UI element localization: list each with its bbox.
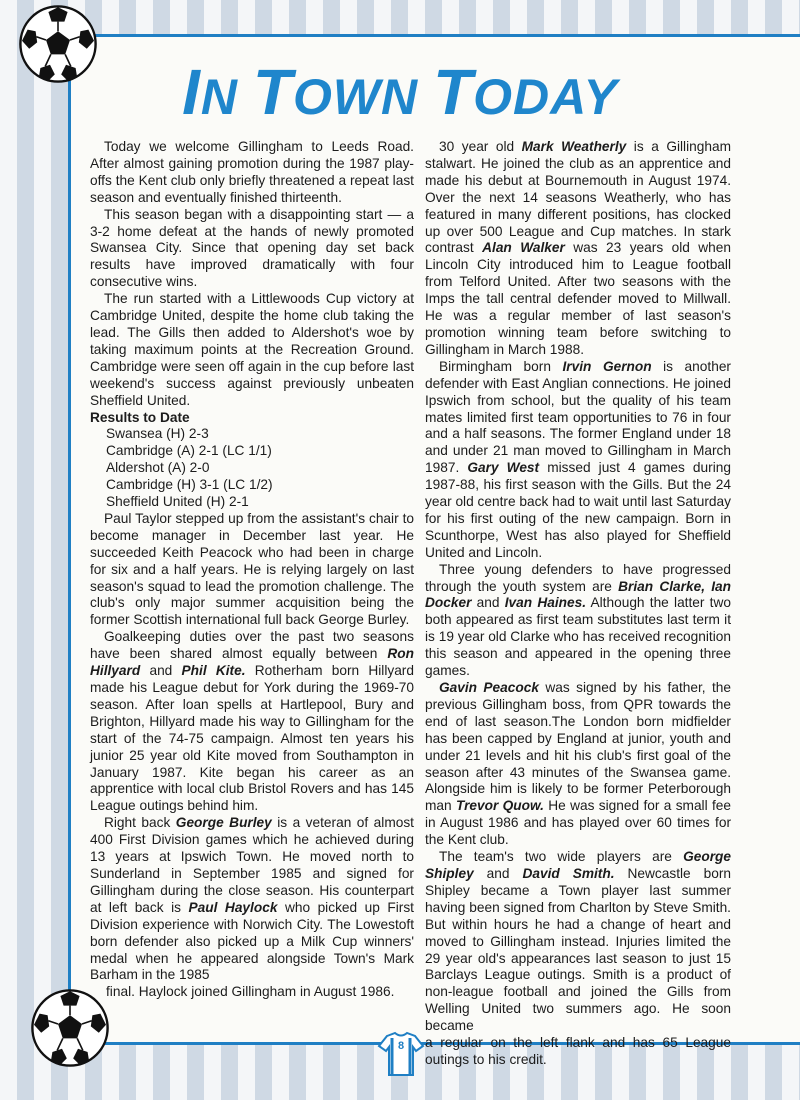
player-name: Gavin Peacock: [439, 680, 539, 695]
paragraph: The run started with a Littlewoods Cup victory at Cambridge United, despite the home club taking the lead. The Gills then added to Aldershot's woe by taking maximum points at the Recreation Ground. Cambridge were seen off again in the cup before last weekend's success against previously unbeaten Sheffield United.: [90, 291, 414, 408]
result-item: Swansea (H) 2-3: [106, 426, 209, 442]
player-name: Gary West: [467, 460, 540, 476]
player-name: George Burley: [175, 815, 272, 831]
paragraph: This season began with a disappointing start — a 3-2 home defeat at the hands of newly promoted Swansea City. Since that opening day set back results have improved dramatically with four consecutive wins.: [90, 206, 414, 290]
paragraph: Birmingham born Irvin Gernon is another defender with East Anglian connections. He joined Ipswich from school, but the quality of his team mates limited first team opportunities to 76 in four and a half seasons. The former England under 18 and under 21 man moved to Gillingham in March 1987. Gary West missed just 4 games during 1987-88, his first season with the Gills. But the 24 year old centre back had to wait until last Saturday for his first outing of the new campaign. Born in Scunthorpe, West has also played for Sheffield United and Lincoln.: [425, 358, 731, 560]
player-name: David Smith.: [522, 865, 615, 881]
player-name: Trevor Quow.: [455, 798, 544, 814]
paragraph-tail: final. Haylock joined Gillingham in August 1986.: [106, 984, 395, 1000]
player-name: Brian Clarke, Ian Docker: [425, 578, 731, 611]
result-item: Aldershot (A) 2-0: [106, 460, 210, 476]
paragraph: 30 year old Mark Weatherly is a Gillingham stalwart. He joined the club as an apprentice and made his debut at Bournemouth in August 1974. Over the next 14 seasons Weatherly, who has featured in many different positions, has clocked up over 500 League and Cup matches. In stark contrast Alan Walker was 23 years old when Lincoln City introduced him to League football from Telford United. After two seasons with the Imps the tall central defender moved to Millwall. He was a regular member of last season's promotion winning team before switching to Gillingham in March 1988.: [425, 139, 731, 357]
page-title: IN TOWN TODAY: [182, 56, 618, 128]
player-name: Mark Weatherly: [521, 139, 627, 154]
paragraph: Today we welcome Gillingham to Leeds Road. After almost gaining promotion during the 1987 play-offs the Kent club only briefly threatened a repeat last season and eventually finished thirteenth.: [90, 139, 414, 205]
paragraph: Paul Taylor stepped up from the assistant's chair to become manager in December last year. He succeeded Keith Peacock who had been in charge for six and a half years. He is relying largely on last season's squad to lead the promotion challenge. The club's only major summer acquisition being the former Scottish international full back George Burley.: [90, 510, 414, 628]
player-name: Ivan Haines.: [504, 595, 587, 611]
player-name: George Shipley: [425, 849, 731, 881]
paragraph: Goalkeeping duties over the past two seasons have been shared almost equally between Ron Hillyard and Phil Kite. Rotherham born Hillyard made his League debut for York during the 1969-70 season. After loan spells at Hartlepool, Bury and Brighton, Hillyard made his way to Gillingham for the start of the 74-75 campaign. Almost ten years his junior 25 year old Kite moved from Southampton in January 1987. Kite began his career as an apprentice with local club Bristol Rovers and has 145 League outings behind him.: [90, 629, 414, 814]
paragraph-tail: a regular on the left flank and has 65 League outings to his credit.: [425, 1035, 731, 1067]
page-number: 8: [397, 1040, 405, 1052]
football-icon: [30, 988, 110, 1068]
paragraph: Gavin Peacock was signed by his father, the previous Gillingham boss, from QPR towards the end of last season.The London born midfielder has been capped by England at junior, youth and under 21 levels and hit his club's first goal of the season after 43 minutes of the Swansea game. Alongside him is likely to be former Peterborough man Trevor Quow. He was signed for a small fee in August 1986 and has played over 60 times for the Kent club.: [425, 680, 731, 848]
results-heading: Results to Date: [90, 409, 190, 425]
paragraph: Three young defenders to have progressed through the youth system are Brian Clarke, Ian Docker and Ivan Haines. Although the latter two both appeared as first team substitutes last term it is 19 year old Clarke who has received recognition this season and appeared in the opening three games.: [425, 561, 731, 679]
result-item: Cambridge (H) 3-1 (LC 1/2): [106, 477, 273, 493]
article-column-right: [425, 139, 731, 1069]
player-name: Alan Walker: [482, 240, 565, 256]
player-name: Phil Kite.: [181, 663, 246, 679]
player-name: Irvin Gernon: [562, 358, 652, 374]
striped-shirt-icon: [377, 1030, 425, 1078]
paragraph: The team's two wide players are George Shipley and David Smith. Newcastle born Shipley became a Town player last summer having been signed from Charlton by Steve Smith. But within hours he had a change of heart and moved to Gillingham instead. Injuries limited the 29 year old's appearances last season to just 15 Barclays League outings. Smith is a product of non-league football and joined the Gills from Welling United two summers ago. He soon became: [425, 849, 732, 1034]
player-name: Paul Haylock: [188, 899, 278, 915]
paragraph: Right back George Burley is a veteran of almost 400 First Division games which he achieved during 13 years at Ipswich Town. He moved north to Sunderland in September 1985 and signed for Gillingham during the close season. His counterpart at left back is Paul Haylock who picked up First Division experience with Norwich City. The Lowestoft born defender also picked up a Milk Cup winners' medal when he appeared alongside Town's Mark Barham in the 1985: [90, 815, 414, 983]
player-name: Ron Hillyard: [90, 646, 414, 679]
article-column-left: [90, 139, 414, 1001]
result-item: Sheffield United (H) 2-1: [106, 494, 249, 510]
result-item: Cambridge (A) 2-1 (LC 1/1): [106, 443, 272, 459]
